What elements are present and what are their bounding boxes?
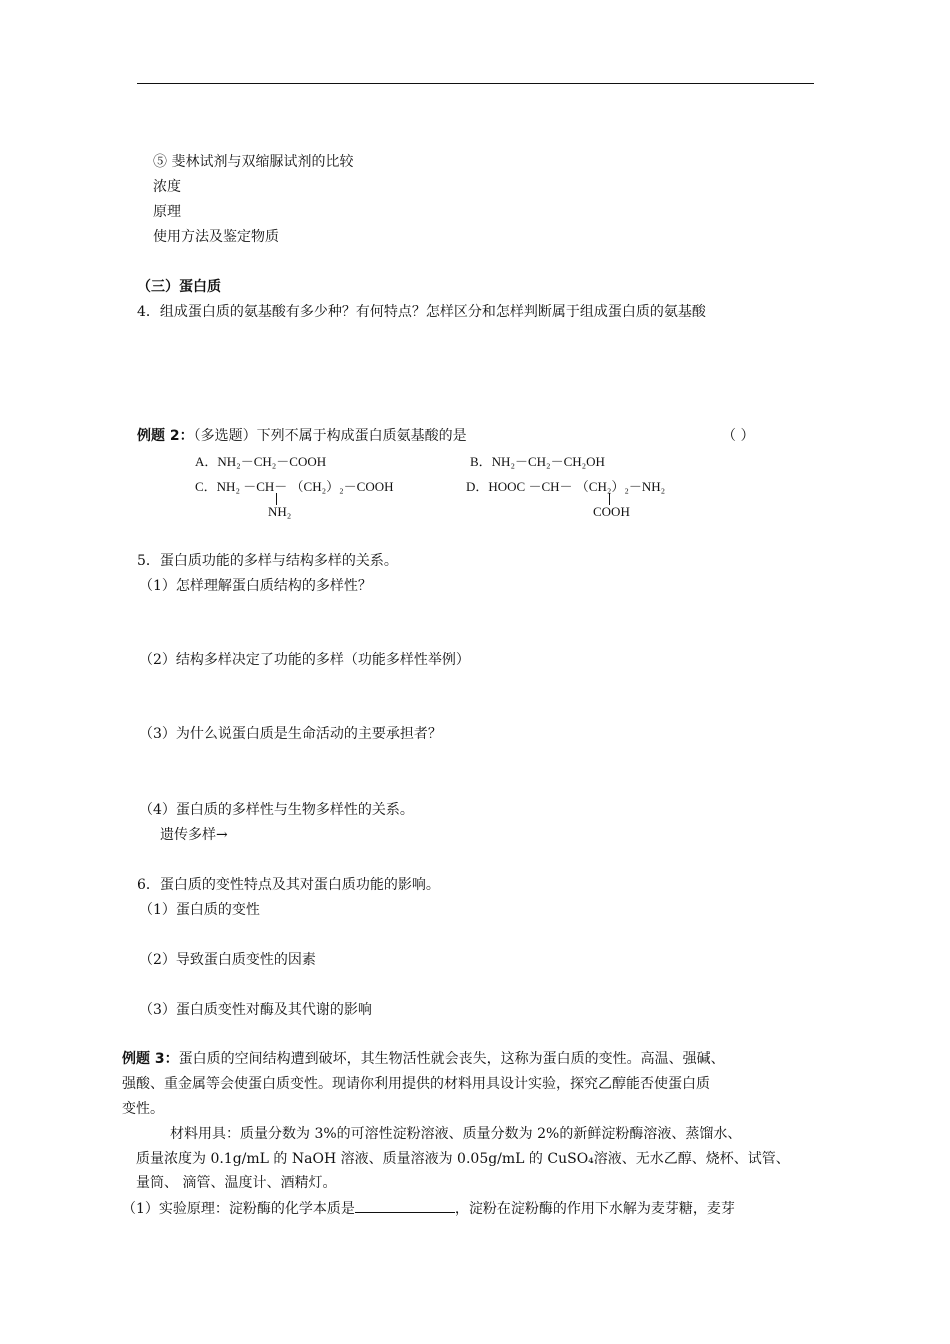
example-3-label: 例题 3： <box>122 1051 179 1067</box>
example-3-text-1: 蛋白质的空间结构遭到破坏，其生物活性就会丧失，这称为蛋白质的变性。高温、强碱、 <box>178 1051 725 1067</box>
materials-line-3: 量筒、 滴管、温度计、酒精灯。 <box>136 1175 337 1191</box>
experiment-principle-line <box>122 1198 735 1218</box>
row-usage: 使用方法及鉴定物质 <box>153 229 279 245</box>
option-b: B．NH₂－CH₂－CH₂OH <box>470 454 605 469</box>
option-c-substituent: NH₂ <box>268 504 292 519</box>
fill-in-blank[interactable] <box>355 1198 455 1213</box>
option-d: D．HOOC －CH－ （CH₂）₂－NH₂ <box>466 479 666 494</box>
principle-text-post: ，淀粉在淀粉酶的作用下水解为麦芽糖，麦芽 <box>454 1201 735 1217</box>
option-a: A．NH₂－CH₂－COOH <box>195 454 327 469</box>
principle-text-pre: （1）实验原理：淀粉酶的化学本质是 <box>122 1201 355 1217</box>
option-d-substituent: COOH <box>593 504 630 519</box>
example-3-line-2: 强酸、重金属等会使蛋白质变性。现请你利用提供的材料用具设计实验，探究乙醇能否使蛋白质 <box>122 1076 710 1092</box>
row-principle: 原理 <box>153 204 181 220</box>
materials-line-2: 质量浓度为 0.1g/mL 的 NaOH 溶液、质量溶液为 0.05g/mL 的 CuSO₄溶液、无水乙醇、烧杯、试管、 <box>136 1151 790 1167</box>
example-3-line-1 <box>122 1050 725 1068</box>
example-2-question: （多选题）下列不属于构成蛋白质氨基酸的是 <box>193 428 467 444</box>
question-4: 4．组成蛋白质的氨基酸有多少种？有何特点？怎样区分和怎样判断属于组成蛋白质的氨基酸 <box>137 304 706 320</box>
row-concentration: 浓度 <box>153 179 181 195</box>
question-5-sub-1: （1）怎样理解蛋白质结构的多样性？ <box>139 578 372 594</box>
question-5-sub-2: （2）结构多样决定了功能的多样（功能多样性举例） <box>139 652 470 668</box>
materials-line-1: 材料用具：质量分数为 3%的可溶性淀粉溶液、质量分数为 2%的新鲜淀粉酶溶液、蒸馏水、 <box>170 1126 742 1142</box>
question-5-sub-4: （4）蛋白质的多样性与生物多样性的关系。 <box>139 802 414 818</box>
section-heading-protein: （三）蛋白质 <box>137 279 221 295</box>
question-5-sub-3: （3）为什么说蛋白质是生命活动的主要承担者？ <box>139 726 442 742</box>
genetic-diversity-line: 遗传多样→ <box>160 827 228 843</box>
question-6-sub-1: （1）蛋白质的变性 <box>139 902 260 918</box>
example-2-stem <box>137 427 467 445</box>
question-6-sub-3: （3）蛋白质变性对酶及其代谢的影响 <box>139 1002 372 1018</box>
answer-paren: （ ） <box>722 428 755 444</box>
example-3-line-3: 变性。 <box>122 1101 164 1117</box>
item-5-title: ⑤ 斐林试剂与双缩脲试剂的比较 <box>153 154 354 170</box>
option-c: C．NH₂ －CH－ （CH₂）₂－COOH <box>195 479 394 494</box>
question-6: 6．蛋白质的变性特点及其对蛋白质功能的影响。 <box>137 877 440 893</box>
question-6-sub-2: （2）导致蛋白质变性的因素 <box>139 952 316 968</box>
example-2-label: 例题 2： <box>137 428 194 444</box>
question-5: 5．蛋白质功能的多样与结构多样的关系。 <box>137 553 398 569</box>
header-rule <box>137 83 814 84</box>
